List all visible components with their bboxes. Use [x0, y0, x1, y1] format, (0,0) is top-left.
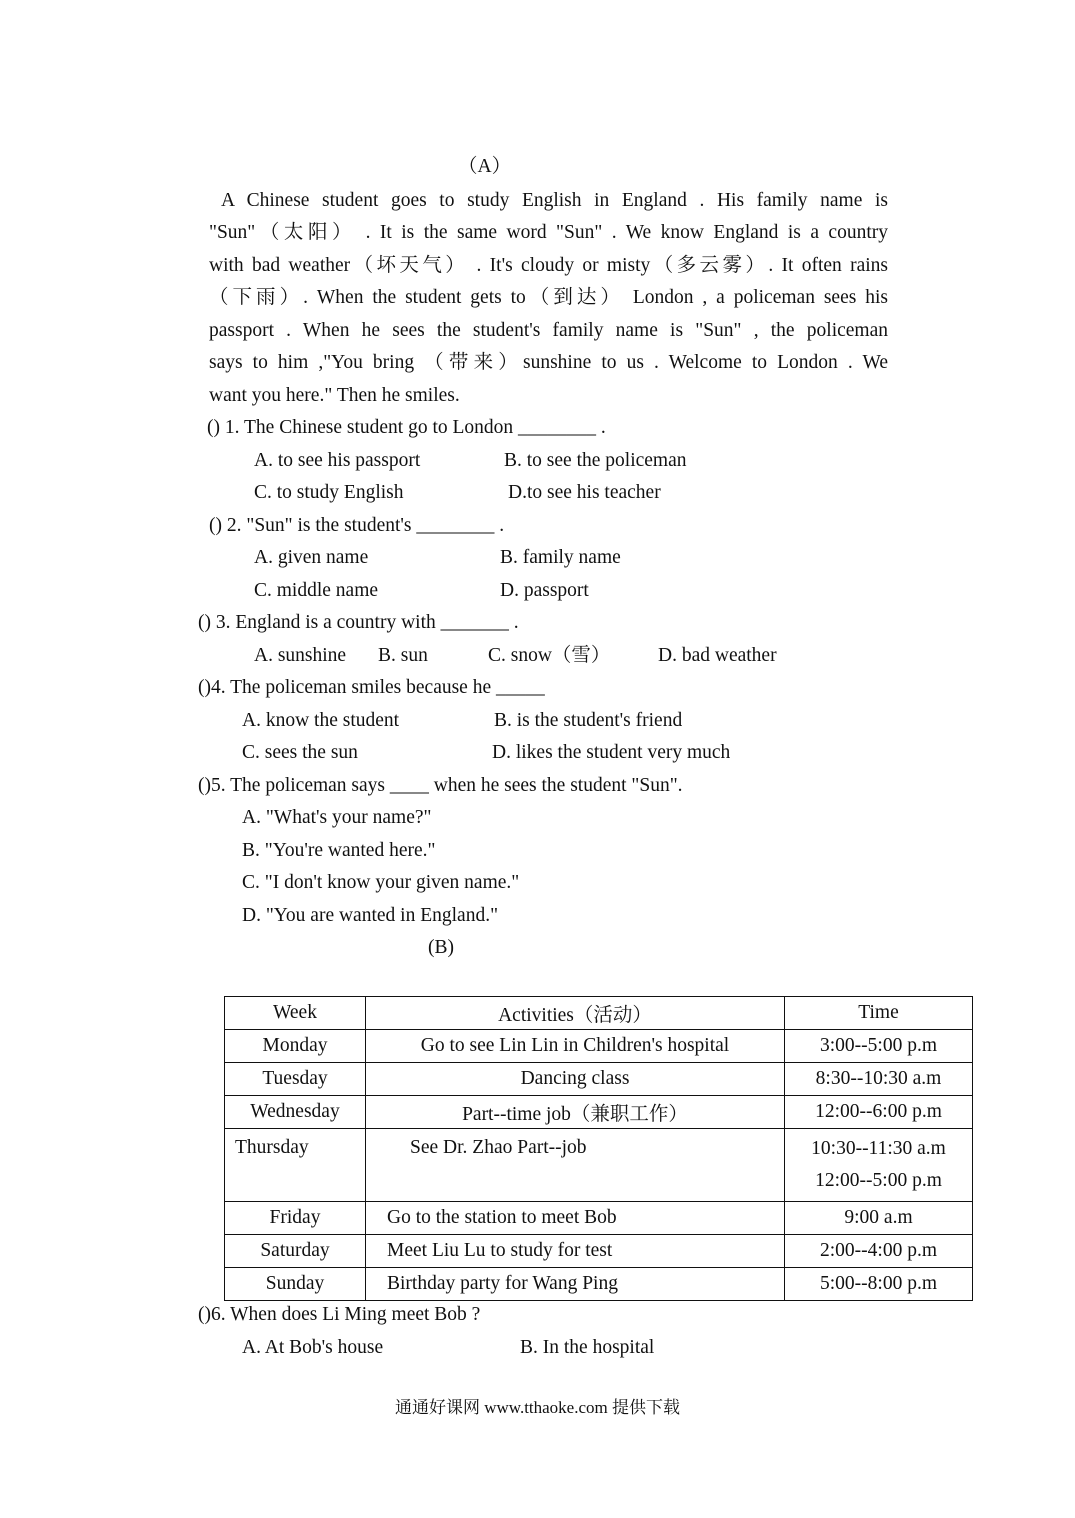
- activity-cell: Meet Liu Lu to study for test: [366, 1235, 785, 1268]
- passage-line: "Sun"（太阳） . It is the same word "Sun" . We know England is a country: [209, 222, 888, 243]
- time-cell: [785, 1129, 973, 1202]
- option-d: D.to see his teacher: [508, 482, 661, 503]
- time-cell: 12:00--6:00 p.m: [785, 1096, 973, 1129]
- passage-line: says to him ,"You bring （带来）sunshine to us . Welcome to London . We: [209, 352, 888, 373]
- table-row: [225, 1268, 973, 1301]
- option-c: C. "I don't know your given name.": [242, 872, 520, 893]
- option-a: A. know the student: [242, 710, 400, 731]
- option-a: A. "What's your name?": [242, 807, 432, 828]
- option-b: B. "You're wanted here.": [242, 840, 436, 861]
- activity-cell: Dancing class: [366, 1063, 785, 1096]
- question-stem: ()4. The policeman smiles because he _____: [198, 677, 545, 698]
- question-stem: () 2. "Sun" is the student's ________ .: [209, 515, 505, 536]
- option-a: A. to see his passport: [254, 450, 421, 471]
- question-stem: () 1. The Chinese student go to London ________ .: [207, 417, 606, 438]
- option-b: B. family name: [500, 547, 621, 568]
- table-row: [225, 1096, 973, 1129]
- option-b: B. sun: [378, 645, 428, 666]
- week-cell: Monday: [225, 1030, 366, 1063]
- table-header-row: [225, 997, 973, 1030]
- option-b: B. is the student's friend: [494, 710, 683, 731]
- table-row: [225, 1235, 973, 1268]
- table-row: [225, 1063, 973, 1096]
- time-cell: 2:00--4:00 p.m: [785, 1235, 973, 1268]
- option-d: D. "You are wanted in England.": [242, 905, 499, 926]
- week-cell: Sunday: [225, 1268, 366, 1301]
- header-time: Time: [785, 997, 973, 1030]
- table-row: [225, 1030, 973, 1063]
- option-a: A. At Bob's house: [242, 1337, 384, 1358]
- question-stem: () 3. England is a country with _______ .: [198, 612, 519, 633]
- activity-cell: Go to the station to meet Bob: [366, 1202, 785, 1235]
- time-line: 10:30--11:30 a.m: [811, 1138, 946, 1159]
- option-c: C. to study English: [254, 482, 404, 503]
- activity-cell: See Dr. Zhao Part--job: [366, 1129, 785, 1202]
- time-cell: 8:30--10:30 a.m: [785, 1063, 973, 1096]
- time-cell: 9:00 a.m: [785, 1202, 973, 1235]
- passage-line: （下雨）. When the student gets to（到达） London , a policeman sees his: [209, 287, 888, 308]
- time-cell: 5:00--8:00 p.m: [785, 1268, 973, 1301]
- section-a-title: （A）: [458, 156, 512, 177]
- option-d: D. passport: [500, 580, 589, 601]
- time-line: 12:00--5:00 p.m: [815, 1170, 942, 1191]
- passage-line: passport . When he sees the student's family name is "Sun" , the policeman: [209, 320, 888, 341]
- time-cell: 3:00--5:00 p.m: [785, 1030, 973, 1063]
- option-c: C. snow（雪）: [488, 645, 611, 666]
- option-c: C. middle name: [254, 580, 379, 601]
- table-row: [225, 1202, 973, 1235]
- week-cell: Wednesday: [225, 1096, 366, 1129]
- option-d: D. likes the student very much: [492, 742, 731, 763]
- week-cell: Thursday: [225, 1129, 366, 1202]
- passage-line: A Chinese student goes to study English in England . His family name is: [221, 190, 888, 211]
- header-week: Week: [225, 997, 366, 1030]
- activity-cell: Go to see Lin Lin in Children's hospital: [366, 1030, 785, 1063]
- table-row: [225, 1129, 973, 1202]
- option-c: C. sees the sun: [242, 742, 358, 763]
- week-cell: Tuesday: [225, 1063, 366, 1096]
- question-stem: ()6. When does Li Ming meet Bob ?: [198, 1304, 481, 1325]
- option-b: B. to see the policeman: [504, 450, 687, 471]
- activity-cell: Birthday party for Wang Ping: [366, 1268, 785, 1301]
- passage-line: with bad weather（坏天气） . It's cloudy or misty（多云雾）. It often rains: [209, 255, 888, 276]
- passage-line: want you here." Then he smiles.: [209, 385, 460, 406]
- option-d: D. bad weather: [658, 645, 777, 666]
- option-a: A. given name: [254, 547, 369, 568]
- question-stem: ()5. The policeman says ____ when he sees the student "Sun".: [198, 775, 683, 796]
- activity-cell: Part--time job（兼职工作）: [366, 1096, 785, 1129]
- section-b-title: (B): [428, 937, 454, 958]
- option-b: B. In the hospital: [520, 1337, 655, 1358]
- header-activities: Activities（活动）: [366, 997, 785, 1030]
- option-a: A. sunshine: [254, 645, 347, 666]
- week-cell: Saturday: [225, 1235, 366, 1268]
- week-cell: Friday: [225, 1202, 366, 1235]
- page-footer: 通通好课网 www.tthaoke.com 提供下载: [394, 1398, 681, 1417]
- schedule-table: [224, 996, 973, 1301]
